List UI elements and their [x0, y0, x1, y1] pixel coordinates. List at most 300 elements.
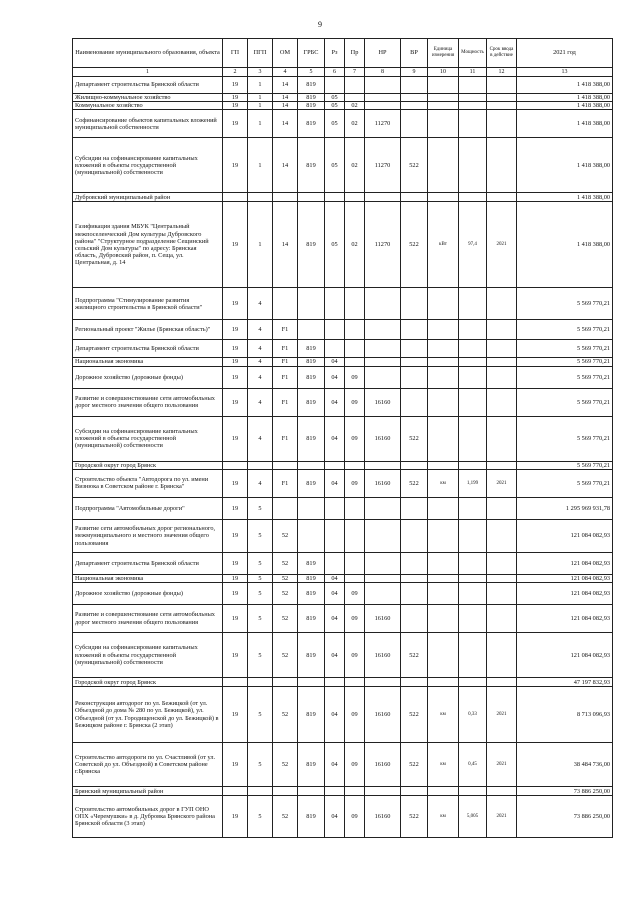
cell-vr: 522: [401, 416, 428, 461]
cell-nr: 16160: [365, 469, 401, 497]
cell-vr: [401, 320, 428, 340]
cell-grbs: 819: [298, 574, 325, 582]
cell-cap: [459, 110, 487, 138]
cell-om: F1: [273, 416, 298, 461]
cell-rz: [325, 552, 345, 574]
cell-pr: 09: [345, 743, 365, 787]
cell-gp: 19: [223, 605, 248, 633]
cell-sum: 38 484 736,00: [517, 743, 613, 787]
cell-term: 2021: [487, 469, 517, 497]
cell-om: 52: [273, 583, 298, 605]
column-number-row: [73, 68, 613, 77]
table-row: [73, 416, 613, 461]
col-header-grbs: ГРБС: [298, 39, 325, 68]
cell-sum: 8 713 096,93: [517, 687, 613, 743]
cell-grbs: 819: [298, 633, 325, 678]
cell-gp: [223, 678, 248, 687]
cell-vr: [401, 358, 428, 366]
cell-nr: [365, 340, 401, 358]
cell-grbs: [298, 678, 325, 687]
cell-cap: [459, 416, 487, 461]
cell-name: Дорожное хозяйство (дорожные фонды): [73, 583, 223, 605]
cell-sum: 1 418 388,00: [517, 110, 613, 138]
table-row: [73, 202, 613, 288]
cell-om: 14: [273, 202, 298, 288]
cell-name: Подпрограмма "Автомобильные дороги": [73, 497, 223, 519]
cell-rz: 04: [325, 388, 345, 416]
cell-nr: 11270: [365, 110, 401, 138]
cell-term: 2021: [487, 796, 517, 838]
cell-grbs: [298, 193, 325, 202]
cell-term: [487, 787, 517, 796]
cell-pr: [345, 461, 365, 469]
cell-nr: [365, 574, 401, 582]
cell-grbs: 819: [298, 202, 325, 288]
cell-pr: 09: [345, 388, 365, 416]
cell-pgp: 4: [248, 388, 273, 416]
cell-pgp: 1: [248, 94, 273, 102]
cell-rz: [325, 497, 345, 519]
cell-term: [487, 678, 517, 687]
cell-nr: [365, 461, 401, 469]
cell-gp: 19: [223, 633, 248, 678]
cell-pr: [345, 193, 365, 202]
cell-nr: 16160: [365, 687, 401, 743]
cell-nr: [365, 366, 401, 388]
cell-rz: [325, 519, 345, 552]
cell-pgp: 5: [248, 605, 273, 633]
table-row: [73, 605, 613, 633]
cell-term: [487, 605, 517, 633]
cell-rz: [325, 77, 345, 94]
table-row: [73, 193, 613, 202]
cell-nr: [365, 288, 401, 320]
cell-term: [487, 497, 517, 519]
column-number: 7: [345, 68, 365, 77]
cell-sum: 1 418 388,00: [517, 193, 613, 202]
cell-unit: км: [428, 743, 459, 787]
table-row: [73, 583, 613, 605]
col-header-term: Срок ввода в действие: [487, 39, 517, 68]
cell-unit: км: [428, 796, 459, 838]
cell-rz: [325, 787, 345, 796]
cell-unit: [428, 416, 459, 461]
cell-unit: [428, 138, 459, 193]
table-row: [73, 358, 613, 366]
cell-vr: [401, 340, 428, 358]
cell-sum: 121 084 082,93: [517, 583, 613, 605]
cell-name: Подпрограмма "Стимулирование развития жилищного строительства в Брянской области": [73, 288, 223, 320]
cell-nr: [365, 94, 401, 102]
cell-om: 52: [273, 743, 298, 787]
cell-unit: [428, 552, 459, 574]
cell-pgp: 5: [248, 743, 273, 787]
cell-sum: 1 418 388,00: [517, 77, 613, 94]
col-header-capacity: Мощность: [459, 39, 487, 68]
cell-pgp: [248, 193, 273, 202]
cell-pr: 02: [345, 138, 365, 193]
column-number: 2: [223, 68, 248, 77]
cell-om: F1: [273, 469, 298, 497]
cell-name: Региональный проект "Жилье (Брянская область)": [73, 320, 223, 340]
column-number: 4: [273, 68, 298, 77]
cell-term: [487, 193, 517, 202]
cell-pgp: 4: [248, 340, 273, 358]
cell-unit: [428, 94, 459, 102]
column-number: 13: [517, 68, 613, 77]
cell-vr: [401, 94, 428, 102]
cell-pgp: 1: [248, 110, 273, 138]
cell-sum: 5 569 770,21: [517, 388, 613, 416]
cell-nr: [365, 497, 401, 519]
column-number: 10: [428, 68, 459, 77]
cell-sum: 121 084 082,93: [517, 552, 613, 574]
cell-om: 14: [273, 138, 298, 193]
cell-nr: [365, 193, 401, 202]
cell-grbs: 819: [298, 110, 325, 138]
column-number: 11: [459, 68, 487, 77]
cell-cap: [459, 574, 487, 582]
cell-vr: [401, 366, 428, 388]
cell-pr: [345, 77, 365, 94]
cell-pr: 02: [345, 110, 365, 138]
cell-om: [273, 193, 298, 202]
cell-sum: 73 886 250,00: [517, 796, 613, 838]
col-header-unit: Единица измерения: [428, 39, 459, 68]
cell-rz: 04: [325, 574, 345, 582]
cell-grbs: 819: [298, 366, 325, 388]
cell-nr: 16160: [365, 796, 401, 838]
cell-grbs: [298, 787, 325, 796]
cell-rz: 05: [325, 202, 345, 288]
cell-gp: [223, 193, 248, 202]
cell-name: Газификация здания МБУК "Центральный межпоселенческий Дом культуры Дубровского района" "Структурное подразделение Сещинский сельский Дом культуры" по адресу: Брянская область, Дубровский район, п. Сеща, ул. Центральная, д. 14: [73, 202, 223, 288]
cell-om: [273, 678, 298, 687]
cell-gp: 19: [223, 497, 248, 519]
cell-cap: [459, 388, 487, 416]
cell-gp: 19: [223, 138, 248, 193]
cell-sum: 121 084 082,93: [517, 605, 613, 633]
cell-name: Субсидии на софинансирование капитальных вложений в объекты государственной (муниципальной) собственности: [73, 633, 223, 678]
cell-name: Департамент строительства Брянской области: [73, 552, 223, 574]
cell-unit: [428, 583, 459, 605]
cell-rz: 04: [325, 633, 345, 678]
cell-cap: 5,005: [459, 796, 487, 838]
cell-pgp: [248, 678, 273, 687]
cell-om: [273, 288, 298, 320]
cell-pgp: 4: [248, 366, 273, 388]
cell-unit: км: [428, 687, 459, 743]
cell-cap: [459, 288, 487, 320]
cell-unit: [428, 77, 459, 94]
cell-name: Жилищно-коммунальное хозяйство: [73, 94, 223, 102]
cell-pgp: 1: [248, 138, 273, 193]
cell-rz: [325, 461, 345, 469]
cell-vr: 522: [401, 138, 428, 193]
cell-grbs: 819: [298, 796, 325, 838]
cell-rz: [325, 193, 345, 202]
cell-pgp: 5: [248, 796, 273, 838]
cell-pgp: 5: [248, 633, 273, 678]
col-header-gp: ГП: [223, 39, 248, 68]
cell-gp: 19: [223, 796, 248, 838]
cell-grbs: [298, 461, 325, 469]
cell-name: Коммунальное хозяйство: [73, 102, 223, 110]
cell-unit: [428, 461, 459, 469]
table-row: [73, 340, 613, 358]
cell-gp: [223, 461, 248, 469]
cell-name: Национальная экономика: [73, 358, 223, 366]
cell-vr: [401, 193, 428, 202]
cell-om: 52: [273, 687, 298, 743]
cell-grbs: 819: [298, 138, 325, 193]
budget-table: [72, 38, 613, 838]
cell-nr: [365, 678, 401, 687]
cell-rz: 04: [325, 366, 345, 388]
cell-pr: [345, 678, 365, 687]
cell-cap: [459, 787, 487, 796]
cell-rz: 04: [325, 583, 345, 605]
cell-pr: 09: [345, 366, 365, 388]
cell-term: [487, 320, 517, 340]
cell-sum: 5 569 770,21: [517, 288, 613, 320]
cell-grbs: 819: [298, 552, 325, 574]
cell-rz: 04: [325, 743, 345, 787]
cell-pr: 09: [345, 633, 365, 678]
col-header-rz: Рз: [325, 39, 345, 68]
cell-pgp: 1: [248, 77, 273, 94]
cell-om: 14: [273, 94, 298, 102]
cell-cap: [459, 94, 487, 102]
cell-pr: [345, 288, 365, 320]
cell-vr: [401, 102, 428, 110]
cell-pgp: 4: [248, 469, 273, 497]
cell-sum: 5 569 770,21: [517, 366, 613, 388]
cell-sum: 1 418 388,00: [517, 138, 613, 193]
table-row: [73, 633, 613, 678]
cell-om: 52: [273, 519, 298, 552]
cell-nr: [365, 320, 401, 340]
cell-cap: 0,45: [459, 743, 487, 787]
cell-om: F1: [273, 320, 298, 340]
cell-unit: [428, 388, 459, 416]
cell-name: Национальная экономика: [73, 574, 223, 582]
column-number: 9: [401, 68, 428, 77]
cell-unit: [428, 320, 459, 340]
cell-name: Субсидии на софинансирование капитальных вложений в объекты государственной (муниципальной) собственности: [73, 138, 223, 193]
cell-pr: [345, 787, 365, 796]
cell-vr: [401, 583, 428, 605]
cell-om: F1: [273, 388, 298, 416]
cell-nr: 16160: [365, 416, 401, 461]
cell-nr: [365, 77, 401, 94]
cell-pr: 02: [345, 102, 365, 110]
cell-gp: 19: [223, 202, 248, 288]
cell-vr: 522: [401, 202, 428, 288]
cell-gp: 19: [223, 552, 248, 574]
cell-grbs: 819: [298, 94, 325, 102]
cell-rz: 04: [325, 687, 345, 743]
cell-cap: 0,33: [459, 687, 487, 743]
cell-grbs: 819: [298, 583, 325, 605]
cell-nr: 11270: [365, 202, 401, 288]
cell-nr: 11270: [365, 138, 401, 193]
cell-sum: 1 295 969 931,78: [517, 497, 613, 519]
page-number: 9: [318, 20, 322, 29]
cell-name: Городской округ город Брянск: [73, 678, 223, 687]
cell-unit: [428, 366, 459, 388]
cell-nr: [365, 552, 401, 574]
cell-pr: 09: [345, 469, 365, 497]
cell-pgp: [248, 461, 273, 469]
cell-pgp: 5: [248, 583, 273, 605]
cell-om: F1: [273, 340, 298, 358]
cell-unit: [428, 519, 459, 552]
cell-om: [273, 461, 298, 469]
cell-term: [487, 110, 517, 138]
table-row: [73, 138, 613, 193]
cell-term: [487, 288, 517, 320]
cell-vr: [401, 497, 428, 519]
cell-term: [487, 633, 517, 678]
cell-term: [487, 94, 517, 102]
cell-om: F1: [273, 358, 298, 366]
cell-rz: 04: [325, 605, 345, 633]
cell-rz: [325, 288, 345, 320]
cell-pgp: 1: [248, 202, 273, 288]
col-header-nr: НР: [365, 39, 401, 68]
table-row: [73, 110, 613, 138]
cell-vr: [401, 388, 428, 416]
cell-term: [487, 102, 517, 110]
cell-vr: 522: [401, 687, 428, 743]
cell-sum: 5 569 770,21: [517, 320, 613, 340]
cell-sum: 121 084 082,93: [517, 519, 613, 552]
column-number: 1: [73, 68, 223, 77]
cell-gp: 19: [223, 583, 248, 605]
cell-cap: [459, 552, 487, 574]
cell-name: Дорожное хозяйство (дорожные фонды): [73, 366, 223, 388]
cell-sum: 1 418 388,00: [517, 202, 613, 288]
cell-sum: 5 569 770,21: [517, 469, 613, 497]
cell-cap: [459, 358, 487, 366]
cell-name: Департамент строительства Брянской области: [73, 340, 223, 358]
cell-sum: 73 886 250,00: [517, 787, 613, 796]
cell-gp: 19: [223, 288, 248, 320]
cell-term: [487, 77, 517, 94]
cell-term: 2021: [487, 687, 517, 743]
cell-pgp: 4: [248, 416, 273, 461]
cell-pr: 09: [345, 583, 365, 605]
cell-cap: [459, 193, 487, 202]
cell-term: 2021: [487, 743, 517, 787]
cell-name: Софинансирование объектов капитальных вложений муниципальной собственности: [73, 110, 223, 138]
cell-nr: 16160: [365, 388, 401, 416]
cell-gp: 19: [223, 469, 248, 497]
cell-cap: [459, 320, 487, 340]
cell-pr: 09: [345, 687, 365, 743]
cell-unit: [428, 678, 459, 687]
cell-term: [487, 138, 517, 193]
table-row: [73, 796, 613, 838]
cell-name: Реконструкция автодорог по ул. Бежицкой (от ул. Объездной до дома № 280 по ул. Бежицкой), ул. Объездной (от ул. Городищенской до ул. Бежицкой) в Бежицком районе г. Брянска (2 этап): [73, 687, 223, 743]
table-row: [73, 94, 613, 102]
cell-gp: [223, 787, 248, 796]
cell-vr: [401, 110, 428, 138]
cell-pgp: 4: [248, 320, 273, 340]
cell-grbs: 819: [298, 687, 325, 743]
cell-vr: [401, 678, 428, 687]
cell-gp: 19: [223, 94, 248, 102]
cell-nr: 16160: [365, 633, 401, 678]
cell-gp: 19: [223, 519, 248, 552]
cell-vr: 522: [401, 469, 428, 497]
cell-om: 14: [273, 77, 298, 94]
cell-name: Строительство автодороги по ул. Счастливой (от ул. Советской до ул. Объездной) в Советском районе г.Брянска: [73, 743, 223, 787]
cell-pr: [345, 552, 365, 574]
cell-rz: 05: [325, 110, 345, 138]
cell-pgp: 5: [248, 497, 273, 519]
cell-cap: [459, 461, 487, 469]
table-row: [73, 77, 613, 94]
cell-grbs: 819: [298, 77, 325, 94]
cell-rz: 05: [325, 102, 345, 110]
cell-unit: км: [428, 469, 459, 497]
cell-nr: [365, 787, 401, 796]
cell-pr: [345, 358, 365, 366]
table-row: [73, 552, 613, 574]
cell-sum: 1 418 388,00: [517, 94, 613, 102]
cell-gp: 19: [223, 77, 248, 94]
cell-sum: 5 569 770,21: [517, 358, 613, 366]
cell-term: [487, 388, 517, 416]
cell-om: [273, 787, 298, 796]
cell-pgp: 1: [248, 102, 273, 110]
cell-term: [487, 552, 517, 574]
table-row: [73, 497, 613, 519]
cell-vr: 522: [401, 743, 428, 787]
cell-cap: [459, 605, 487, 633]
cell-gp: 19: [223, 110, 248, 138]
cell-name: Департамент строительства Брянской области: [73, 77, 223, 94]
cell-om: 52: [273, 633, 298, 678]
cell-vr: 522: [401, 796, 428, 838]
cell-pgp: 5: [248, 687, 273, 743]
cell-om: 52: [273, 552, 298, 574]
cell-grbs: [298, 320, 325, 340]
cell-term: [487, 366, 517, 388]
cell-pgp: 5: [248, 552, 273, 574]
cell-cap: [459, 519, 487, 552]
cell-vr: [401, 519, 428, 552]
cell-pgp: 5: [248, 574, 273, 582]
table-row: [73, 743, 613, 787]
cell-grbs: 819: [298, 388, 325, 416]
cell-gp: 19: [223, 358, 248, 366]
table-row: [73, 469, 613, 497]
cell-unit: [428, 787, 459, 796]
header-row: [73, 39, 613, 68]
cell-grbs: 819: [298, 102, 325, 110]
cell-grbs: [298, 288, 325, 320]
cell-nr: [365, 519, 401, 552]
cell-cap: [459, 366, 487, 388]
cell-gp: 19: [223, 416, 248, 461]
cell-unit: [428, 102, 459, 110]
table-row: [73, 461, 613, 469]
cell-cap: [459, 678, 487, 687]
cell-pr: 09: [345, 796, 365, 838]
